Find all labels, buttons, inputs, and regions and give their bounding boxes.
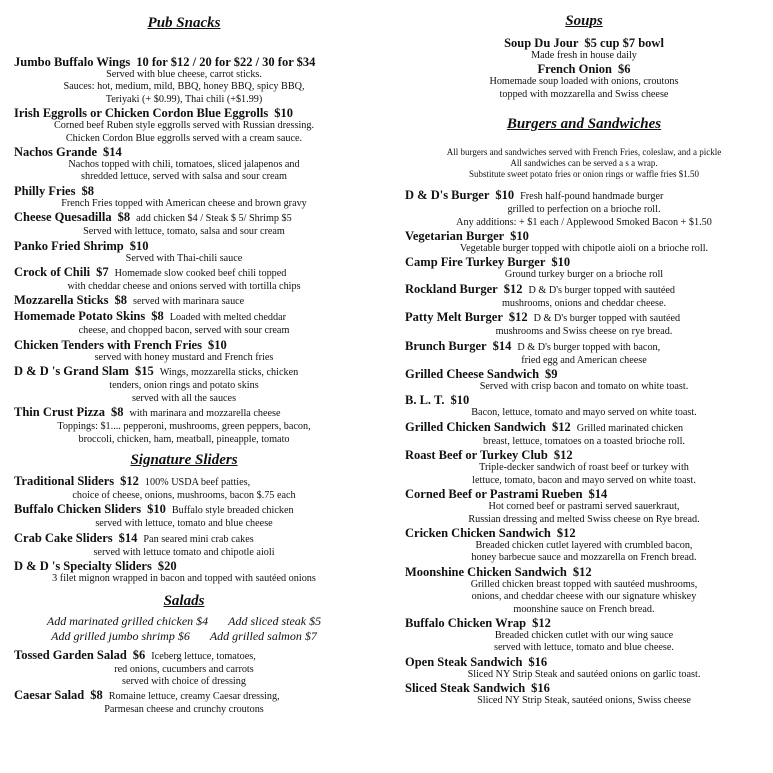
- menu-item: [14, 364, 354, 405]
- menu-item-price: $10: [147, 502, 166, 517]
- menu-item-name: Vegetarian Burger: [405, 229, 505, 244]
- menu-item-description: served with lettuce tomato and chipotle aioli: [93, 546, 275, 558]
- menu-item-name: D & D's Burger: [405, 188, 490, 203]
- menu-item-description: Sauces: hot, medium, mild, BBQ, honey BBQ, spicy BBQ,: [63, 81, 305, 93]
- menu-item-price: $12: [120, 473, 139, 488]
- menu-item-name: Grilled Cheese Sandwich: [405, 367, 540, 382]
- pub-snacks-list: [14, 55, 354, 446]
- menu-item-heading: [405, 565, 763, 579]
- soups-list: [405, 36, 763, 101]
- menu-item-description: Corned beef Ruben style eggrolls served with Russian dressing.: [53, 120, 315, 132]
- menu-item-price: $12: [553, 448, 573, 463]
- menu-item-description: mushrooms and Swiss cheese on rye bread.: [495, 326, 673, 338]
- menu-item-description: Triple-decker sandwich of roast beef or turkey with: [479, 462, 689, 474]
- menu-item-description: mushrooms, onions and cheddar cheese.: [501, 297, 667, 309]
- menu-item-description: Grilled chicken breast topped with sautéed mushrooms,: [470, 578, 698, 590]
- menu-item-description: served with lettuce, tomato and blue cheese.: [494, 642, 674, 654]
- menu-item-description: Served with Thai-chili sauce: [125, 252, 243, 264]
- menu-item-name: B. L. T.: [405, 393, 445, 408]
- menu-item-description: onions, and cheddar cheese with our signature whiskey: [471, 591, 697, 603]
- menu-item-name: Philly Fries: [14, 183, 76, 198]
- menu-item: [14, 184, 354, 210]
- menu-item-price: $10: [274, 106, 293, 121]
- menu-item-price: $10: [129, 238, 149, 253]
- menu-item-heading: [14, 106, 354, 120]
- menu-item-name: Rockland Burger: [405, 281, 498, 296]
- menu-item-heading: [14, 531, 354, 547]
- menu-item-price: $12: [532, 615, 551, 630]
- menu-item-description: Nachos topped with chili, tomatoes, sliced jalapenos and: [68, 159, 300, 171]
- menu-item: [14, 338, 354, 364]
- menu-item-price: $16: [531, 681, 550, 696]
- menu-item-inline-description: Wings, mozzarella sticks, chicken: [159, 367, 299, 379]
- menu-item-name: Grilled Chicken Sandwich: [405, 419, 546, 434]
- menu-item-name: D & D 's Specialty Sliders: [14, 559, 152, 574]
- menu-item: [14, 293, 354, 309]
- section-title-signature-sliders: Signature Sliders: [130, 451, 238, 468]
- menu-item-name: Nachos Grande: [14, 145, 97, 160]
- menu-item-name: Soup Du Jour: [504, 36, 579, 50]
- menu-item: [14, 559, 354, 585]
- salad-addon: Add sliced steak $5: [228, 613, 322, 628]
- menu-item-price: 10 for $12 / 20 for $22 / 30 for $34: [136, 55, 316, 69]
- menu-item-heading: [14, 405, 354, 421]
- menu-item-name: Thin Crust Pizza: [14, 405, 105, 420]
- menu-item-description: choice of cheese, onions, mushrooms, bacon $.75 each: [72, 489, 296, 501]
- menu-item-description: Breaded chicken cutlet with our wing sauce: [494, 629, 674, 641]
- menu-item-description: breast, lettuce, tomatoes on a toasted brioche roll.: [483, 435, 685, 447]
- menu-item-description: Homemade soup loaded with onions, croutons: [489, 76, 679, 88]
- menu-item-inline-description: D & D's burger topped with sautéed: [528, 284, 675, 296]
- menu-item-heading: [14, 648, 354, 664]
- menu-item-description: Teriyaki (+ $0.99), Thai chili (+$1.99): [105, 93, 263, 105]
- salads-list: [14, 648, 354, 717]
- menu-item-inline-description: Iceberg lettuce, tomatoes,: [151, 650, 256, 662]
- menu-item-description: Bacon, lettuce, tomato and mayo served on white toast.: [471, 407, 697, 419]
- menu-item-price: $15: [134, 364, 154, 379]
- section-title-burgers-sandwiches: Burgers and Sandwiches: [506, 116, 662, 133]
- menu-item-heading: [405, 526, 763, 540]
- menu-item: [405, 681, 763, 707]
- menu-item-name: Buffalo Chicken Sliders: [14, 502, 142, 517]
- menu-item-heading: [405, 448, 763, 462]
- menu-item-heading: [14, 474, 354, 490]
- menu-item-price: $7: [96, 265, 109, 280]
- salad-addon-row: [14, 629, 354, 644]
- burgers-note: All burgers and sandwiches served with French Fries, coleslaw, and a pickle: [446, 147, 722, 158]
- menu-item-name: Patty Melt Burger: [405, 310, 503, 325]
- sliders-list: [14, 474, 354, 586]
- menu-item-name: Open Steak Sandwich: [405, 654, 523, 669]
- menu-item: [14, 145, 354, 184]
- salad-addon: Add marinated grilled chicken $4: [46, 613, 209, 628]
- menu-item-heading: [405, 420, 763, 436]
- menu-item-heading: [405, 310, 763, 326]
- menu-item-name: Camp Fire Turkey Burger: [405, 255, 546, 270]
- menu-item-description: moonshine sauce on French bread.: [513, 603, 655, 615]
- menu-item-name: Irish Eggrolls or Chicken Cordon Blue Eggrolls: [14, 106, 269, 121]
- menu-item-price: $14: [492, 338, 512, 353]
- menu-item-price: $8: [114, 293, 128, 308]
- menu-item: [14, 688, 354, 716]
- menu-item-heading: [405, 393, 763, 407]
- menu-item: [14, 648, 354, 689]
- menu-item-name: Jumbo Buffalo Wings: [14, 55, 131, 69]
- menu-item-name: D & D 's Grand Slam: [14, 364, 129, 379]
- menu-item-name: Panko Fried Shrimp: [14, 238, 124, 253]
- menu-item: [405, 36, 763, 62]
- menu-item-name: Cricken Chicken Sandwich: [405, 525, 551, 540]
- menu-item-description: cheese, and chopped bacon, served with sour cream: [78, 325, 290, 337]
- menu-item-heading: [14, 364, 354, 380]
- menu-item-heading: [14, 293, 354, 309]
- menu-item: [405, 616, 763, 655]
- menu-item: [405, 448, 763, 487]
- menu-item-description: Toppings: $1.... pepperoni, mushrooms, green peppers, bacon,: [57, 421, 311, 433]
- menu-item-name: Buffalo Chicken Wrap: [405, 615, 527, 630]
- menu-item-inline-description: D & D's burger topped with bacon,: [517, 341, 661, 353]
- menu-item-heading: [405, 36, 763, 50]
- menu-item-description: Vegetable burger topped with chipotle aioli on a brioche roll.: [459, 243, 709, 255]
- menu-item-inline-description: Loaded with melted cheddar: [169, 312, 287, 324]
- menu-item-description: topped with mozzarella and Swiss cheese: [499, 88, 669, 100]
- menu-item: [14, 405, 354, 446]
- menu-item-price: $9: [545, 367, 558, 382]
- menu-item-price: $12: [503, 281, 523, 296]
- menu-item-heading: [14, 239, 354, 253]
- salad-addon: Add grilled salmon $7: [209, 628, 317, 643]
- menu-item-price: $20: [157, 559, 177, 574]
- menu-item-price: $8: [81, 183, 94, 198]
- menu-item-description: Served with blue cheese, carrot sticks.: [106, 69, 262, 80]
- menu-item-price: $12: [508, 310, 528, 325]
- menu-item-name: Caesar Salad: [14, 688, 85, 703]
- menu-item-description: Chicken Cordon Blue eggrolls served with a cream sauce.: [65, 132, 303, 144]
- menu-item-heading: [14, 55, 354, 69]
- menu-item-description: served with choice of dressing: [122, 675, 246, 687]
- menu-item: [405, 62, 763, 101]
- menu-item-heading: [14, 210, 354, 226]
- menu-item-description: Any additions: + $1 each / Applewood Smoked Bacon + $1.50: [456, 216, 712, 228]
- menu-item: [405, 339, 763, 367]
- section-title-pub-snacks: Pub Snacks: [147, 15, 221, 31]
- menu-item: [14, 239, 354, 265]
- menu-item-name: Crock of Chili: [14, 265, 91, 280]
- right-column: [405, 0, 763, 708]
- menu-item-price: $10: [207, 337, 227, 352]
- menu-item-heading: [405, 487, 763, 501]
- menu-item: [14, 309, 354, 337]
- menu-item: [14, 502, 354, 530]
- menu-item-heading: [405, 188, 763, 204]
- menu-item-heading: [14, 265, 354, 281]
- menu-item-heading: [14, 309, 354, 325]
- salad-addons: [14, 614, 354, 644]
- menu-item: [405, 188, 763, 229]
- menu-item-heading: [405, 62, 763, 76]
- menu-item-price: $10: [495, 188, 515, 203]
- menu-item-description: French Fries topped with American cheese and brown gravy: [61, 197, 307, 209]
- menu-item-heading: [405, 282, 763, 298]
- menu-item-name: Roast Beef or Turkey Club: [405, 448, 548, 463]
- menu-item-inline-description: Homemade slow cooked beef chili topped: [114, 268, 287, 280]
- menu-item-description: honey barbecue sauce and mozzarella on French bread.: [471, 552, 697, 564]
- menu-item-description: 3 filet mignon wrapped in bacon and topped with sautéed onions: [52, 573, 316, 585]
- menu-item: [405, 420, 763, 448]
- left-column: [14, 0, 354, 717]
- menu-item-price: $10: [510, 229, 529, 244]
- menu-item-price: $8: [117, 210, 131, 225]
- burgers-note: All sandwiches can be served a s a wrap.: [510, 158, 658, 169]
- menu-item-inline-description: with marinara and mozzarella cheese: [129, 408, 281, 420]
- menu-item-description: Made fresh in house daily: [531, 50, 637, 61]
- menu-item-description: Ground turkey burger on a brioche roll: [504, 269, 664, 281]
- menu-item-inline-description: D & D's burger topped with sautéed: [533, 313, 681, 325]
- menu-item-description: Breaded chicken cutlet layered with crumbled bacon,: [475, 539, 693, 551]
- menu-item-name: Homemade Potato Skins: [14, 309, 146, 324]
- menu-item-inline-description: Pan seared mini crab cakes: [143, 533, 254, 545]
- menu-item-heading: [405, 255, 763, 269]
- menu-item-description: Parmesan cheese and crunchy croutons: [104, 704, 264, 716]
- menu-item-name: Crab Cake Sliders: [14, 530, 113, 545]
- menu-item-name: Chicken Tenders with French Fries: [14, 337, 202, 352]
- menu-item-heading: [405, 616, 763, 630]
- salad-addon-row: [14, 614, 354, 629]
- menu-item: [405, 229, 763, 255]
- menu-item-heading: [14, 688, 354, 704]
- menu-item-name: Traditional Sliders: [14, 473, 115, 488]
- menu-item-price: $8: [110, 405, 124, 420]
- menu-item-description: Served with crisp bacon and tomato on white toast.: [479, 381, 689, 393]
- section-title-soups: Soups: [565, 13, 603, 29]
- menu-item: [14, 55, 354, 106]
- menu-item-inline-description: 100% USDA beef patties,: [144, 476, 251, 488]
- menu-item: [405, 367, 763, 393]
- menu-item-description: Russian dressing and melted Swiss cheese on Rye bread.: [468, 513, 700, 525]
- menu-item-name: Sliced Steak Sandwich: [405, 681, 526, 696]
- menu-item-heading: [14, 502, 354, 518]
- menu-item: [14, 474, 354, 502]
- menu-item-heading: [14, 338, 354, 352]
- menu-item-heading: [14, 559, 354, 573]
- burgers-list: [405, 188, 763, 707]
- menu-item-price: $14: [118, 530, 138, 545]
- menu-item-name: Tossed Garden Salad: [14, 647, 127, 662]
- menu-item-inline-description: add chicken $4 / Steak $ 5/ Shrimp $5: [136, 213, 292, 225]
- menu-item-inline-description: Buffalo style breaded chicken: [171, 505, 294, 517]
- menu-item-price: $6: [617, 62, 631, 77]
- menu-item-price: $6: [132, 647, 146, 662]
- menu-item: [14, 265, 354, 293]
- menu-item-heading: [405, 339, 763, 355]
- menu-item-description: fried egg and American cheese: [521, 354, 647, 366]
- menu-item-price: $10: [450, 393, 470, 408]
- menu-item: [405, 487, 763, 526]
- menu-item-price: $16: [528, 654, 548, 669]
- menu-item-inline-description: Romaine lettuce, creamy Caesar dressing,: [108, 691, 280, 703]
- menu-item-description: Hot corned beef or pastrami served sauerkraut,: [488, 501, 680, 513]
- menu-item-name: French Onion: [537, 62, 612, 77]
- menu-item-price: $8: [151, 309, 164, 324]
- menu-item-price: $10: [551, 255, 571, 270]
- menu-item-price: $12: [552, 419, 571, 434]
- menu-item-heading: [405, 229, 763, 243]
- menu-item-description: grilled to perfection on a brioche roll.: [507, 204, 661, 216]
- menu-item: [14, 106, 354, 145]
- menu-item-name: Brunch Burger: [405, 338, 487, 353]
- menu-item-description: tenders, onion rings and potato skins: [109, 380, 259, 392]
- menu-item-price: $12: [572, 564, 592, 579]
- menu-item-name: Corned Beef or Pastrami Rueben: [405, 487, 583, 502]
- menu-item-name: Cheese Quesadilla: [14, 210, 112, 225]
- menu-item: [405, 526, 763, 565]
- burgers-note: Substitute sweet potato fries or onion rings or waffle fries $1.50: [468, 169, 700, 180]
- menu-item-description: red onions, cucumbers and carrots: [114, 663, 254, 675]
- menu-item-description: with cheddar cheese and onions served with tortilla chips: [67, 281, 301, 293]
- menu-item-price: $14: [103, 145, 122, 160]
- menu-item-inline-description: Fresh half-pound handmade burger: [520, 191, 664, 203]
- menu-item-description: Sliced NY Strip Steak and sautéed onions on garlic toast.: [467, 668, 701, 680]
- menu-item: [14, 210, 354, 238]
- menu-item: [405, 255, 763, 281]
- menu-item-inline-description: Grilled marinated chicken: [576, 422, 684, 434]
- menu-item-description: lettuce, tomato, bacon and mayo served on white toast.: [472, 474, 696, 486]
- menu-item: [405, 655, 763, 681]
- menu-item-price: $8: [90, 688, 103, 703]
- burgers-notes: [405, 147, 763, 180]
- menu-item-heading: [405, 367, 763, 381]
- menu-item: [405, 282, 763, 310]
- menu-item: [405, 310, 763, 338]
- menu-item-name: Mozzarella Sticks: [14, 293, 109, 308]
- menu-item-name: Moonshine Chicken Sandwich: [405, 564, 567, 579]
- menu-item-description: broccoli, chicken, ham, meatball, pineapple, tomato: [78, 433, 290, 445]
- section-title-salads: Salads: [163, 592, 205, 609]
- menu-item-heading: [405, 681, 763, 695]
- menu-item-price: $12: [556, 525, 576, 540]
- menu-item: [405, 393, 763, 419]
- menu-item-heading: [14, 145, 354, 159]
- menu-item-heading: [405, 655, 763, 669]
- menu-item-description: served with all the sauces: [131, 392, 237, 404]
- menu-item: [405, 565, 763, 616]
- menu-item-description: served with honey mustard and French fries: [94, 351, 274, 363]
- menu-item-description: served with lettuce, tomato and blue cheese: [95, 518, 273, 530]
- salad-addon: Add grilled jumbo shrimp $6: [51, 628, 190, 643]
- menu-item: [14, 531, 354, 559]
- menu-item-inline-description: served with marinara sauce: [133, 296, 245, 308]
- menu-item-description: Sliced NY Strip Steak, sautéed onions, Swiss cheese: [477, 695, 691, 707]
- menu-item-heading: [14, 184, 354, 198]
- menu-item-price: $14: [588, 487, 608, 502]
- menu-item-price: $5 cup $7 bowl: [584, 36, 664, 50]
- menu-item-description: shredded lettuce, served with salsa and sour cream: [81, 171, 287, 183]
- menu-item-description: Served with lettuce, tomato, salsa and sour cream: [83, 226, 285, 238]
